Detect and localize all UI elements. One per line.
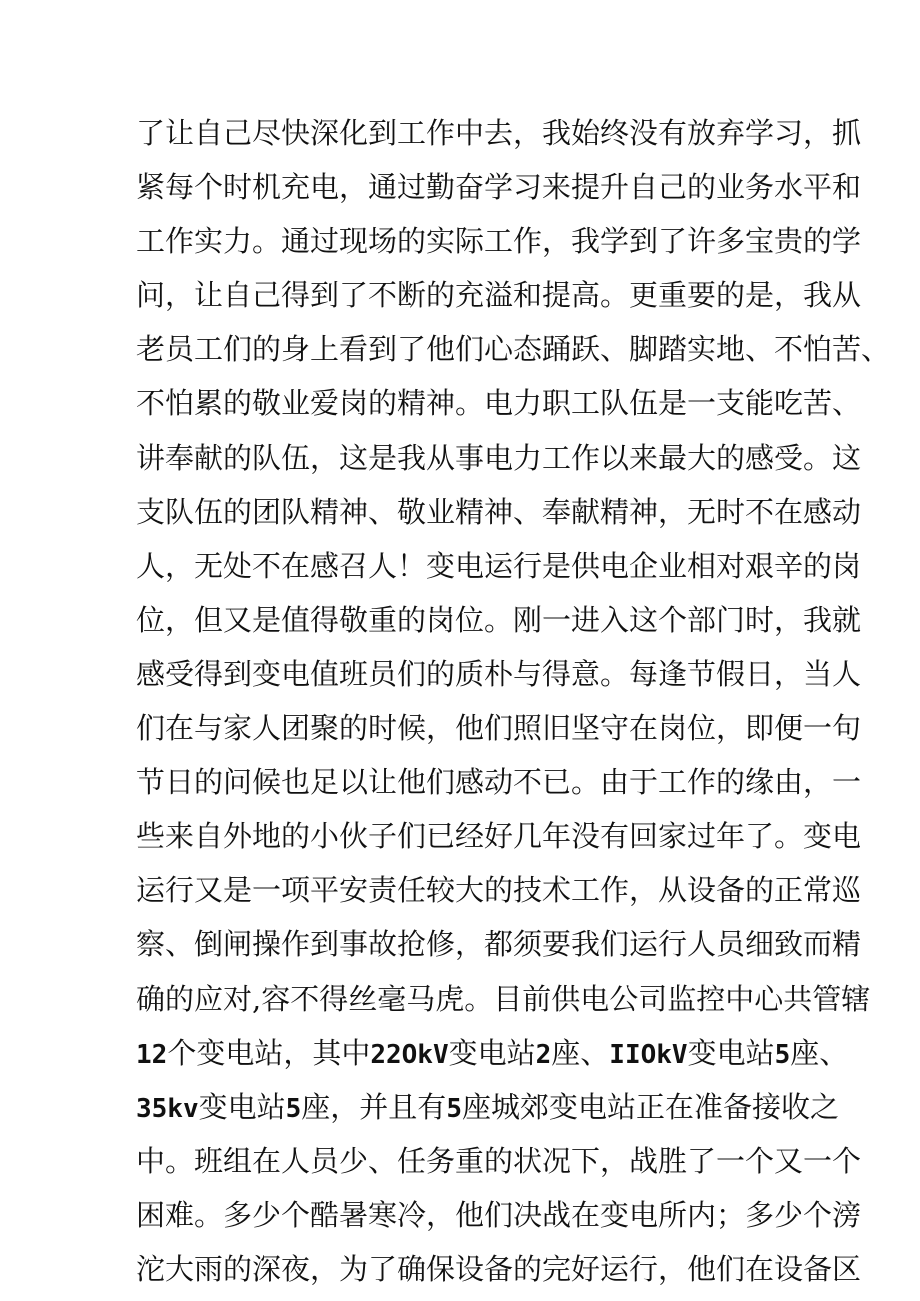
number-text: IIOkV	[609, 1039, 688, 1070]
number-text: 22OkV	[370, 1039, 449, 1070]
text-line: 了让自己尽快深化到工作中去，我始终没有放弃学习，抓	[136, 116, 862, 150]
text-line: 紧每个时机充电，通过勤奋学习来提升自己的业务水平和	[136, 170, 862, 205]
text-line: 老员工们的身上看到了他们心态踊跃、脚踏实地、不怕苦、	[136, 332, 891, 367]
number-text: 5	[446, 1093, 462, 1124]
number-text: 5	[285, 1093, 302, 1124]
text-line: 位，但又是值得敬重的岗位。刚一进入这个部门时，我就	[136, 602, 862, 637]
text-line-substations	[136, 1026, 849, 1080]
text-line: 不怕累的敬业爱岗的精神。电力职工队伍是一支能吃苦、	[136, 386, 862, 421]
text-line: 讲奉献的队伍，这是我从事电力工作以来最大的感受。这	[136, 440, 862, 475]
text-span: 座，并且有	[301, 1089, 447, 1124]
text-line: 沱大雨的深夜，为了确保设备的完好运行，他们在设备区	[136, 1251, 862, 1286]
text-span: 变电站	[687, 1035, 775, 1070]
text-line: 些来自外地的小伙子们已经好几年没有回家过年了。变电	[136, 819, 862, 854]
text-span: 变电站	[448, 1035, 536, 1070]
number-text: 12	[136, 1039, 168, 1070]
text-span: 座城郊变电站正在准备接收之	[461, 1089, 839, 1124]
text-line: 感受得到变电值班员们的质朴与得意。每逢节假日，当人	[136, 656, 862, 691]
text-line: 困难。多少个酷暑寒冷，他们决战在变电所内；多少个滂	[136, 1197, 862, 1232]
text-line: 运行又是一项平安责任较大的技术工作，从设备的正常巡	[136, 873, 862, 908]
text-line: 确的应对,容不得丝毫马虎。目前供电公司监控中心共管辖	[136, 981, 871, 1016]
body-text	[136, 106, 891, 1296]
text-line: 人，无处不在感召人！变电运行是供电企业相对艰辛的岗	[136, 548, 862, 583]
text-line: 中。班组在人员少、任务重的状况下，战胜了一个又一个	[136, 1143, 862, 1178]
text-line: 们在与家人团聚的时候，他们照旧坚守在岗位，即便一句	[136, 711, 862, 746]
text-span: 座、	[551, 1035, 610, 1070]
text-span: 个变电站，其中	[167, 1035, 371, 1070]
text-line: 问，让自己得到了不断的充溢和提高。更重要的是，我从	[136, 278, 862, 313]
text-line: 察、倒闸操作到事故抢修，都须要我们运行人员细致而精	[136, 927, 862, 962]
number-text: 2	[535, 1039, 552, 1070]
text-span: 变电站	[198, 1089, 286, 1124]
number-text: 5	[774, 1039, 791, 1070]
text-line: 节日的问候也足以让他们感动不已。由于工作的缘由，一	[136, 765, 862, 800]
number-text: 35kv	[136, 1093, 199, 1124]
text-line: 支队伍的团队精神、敬业精神、奉献精神，无时不在感动	[136, 494, 862, 529]
text-span: 座、	[790, 1035, 849, 1070]
text-line: 工作实力。通过现场的实际工作，我学到了许多宝贵的学	[136, 224, 862, 259]
text-line-substations-2	[136, 1080, 839, 1134]
